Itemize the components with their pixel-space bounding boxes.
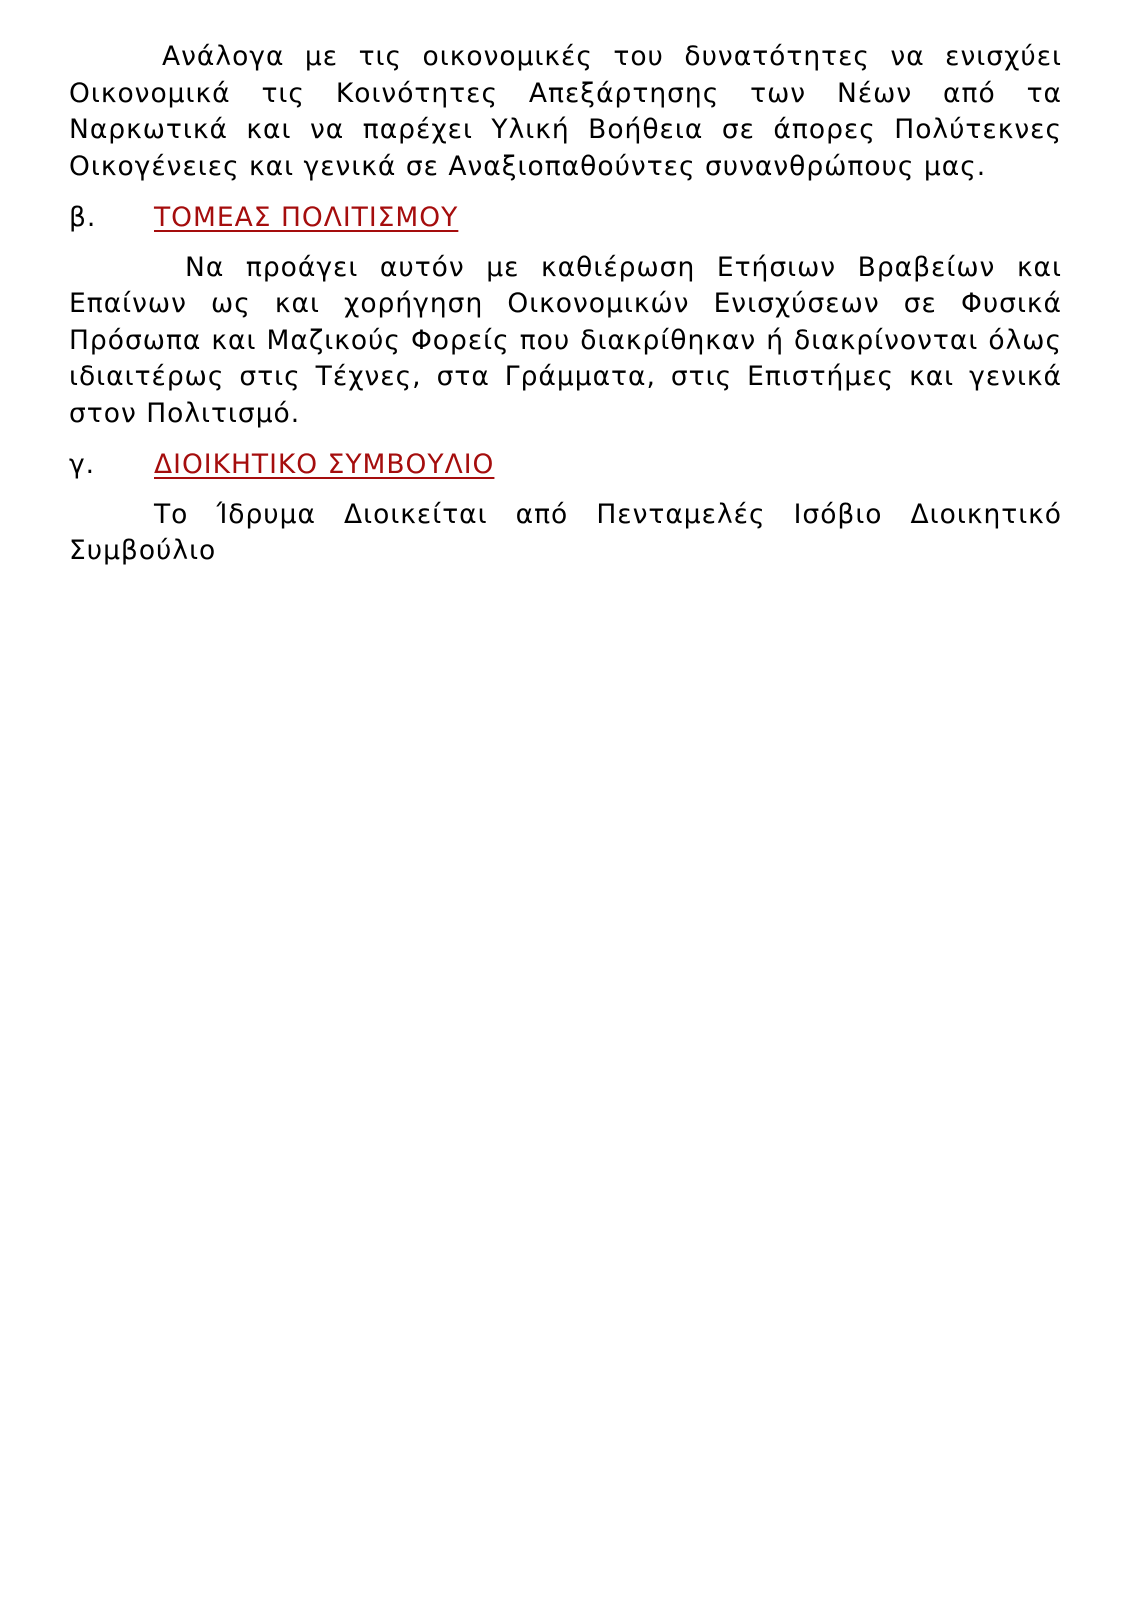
paragraph-culture: Να προάγει αυτόν με καθιέρωση Ετήσιων Βραβείων και Επαίνων ως και χορήγηση Οικονομικών Ενισχύσεων σε Φυσικά Πρόσωπα και Μαζικούς Φορείς που διακρίθηκαν ή διακρίνονται όλως ιδιαιτέρως στις Τέχνες, στα Γράμματα, στις Επιστήμες και γενικά στον Πολιτισμό. <box>69 251 1062 429</box>
section-heading-b <box>69 200 1062 237</box>
section-title-board: ΔΙΟΙΚΗΤΙΚΟ ΣΥΜΒΟΥΛΙΟ <box>154 449 495 480</box>
section-letter-b: β. <box>69 202 97 233</box>
section-title-culture: ΤΟΜΕΑΣ ΠΟΛΙΤΙΣΜΟΥ <box>154 202 459 233</box>
paragraph-financial-support: Ανάλογα με τις οικονομικές του δυνατότητες να ενισχύει Οικονομικά τις Κοινότητες Απεξάρτησης των Νέων από τα Ναρκωτικά και να παρέχει Υλική Βοήθεια σε άπορες Πολύτεκνες Οικογένειες και γενικά σε Αναξιοπαθούντες συνανθρώπους μας. <box>69 41 1062 182</box>
document-body <box>69 39 1062 570</box>
section-heading-c <box>69 447 1062 484</box>
paragraph-board: Το Ίδρυμα Διοικείται από Πενταμελές Ισόβιο Διοικητικό Συμβούλιο <box>69 498 1062 566</box>
section-letter-c: γ. <box>69 449 96 480</box>
